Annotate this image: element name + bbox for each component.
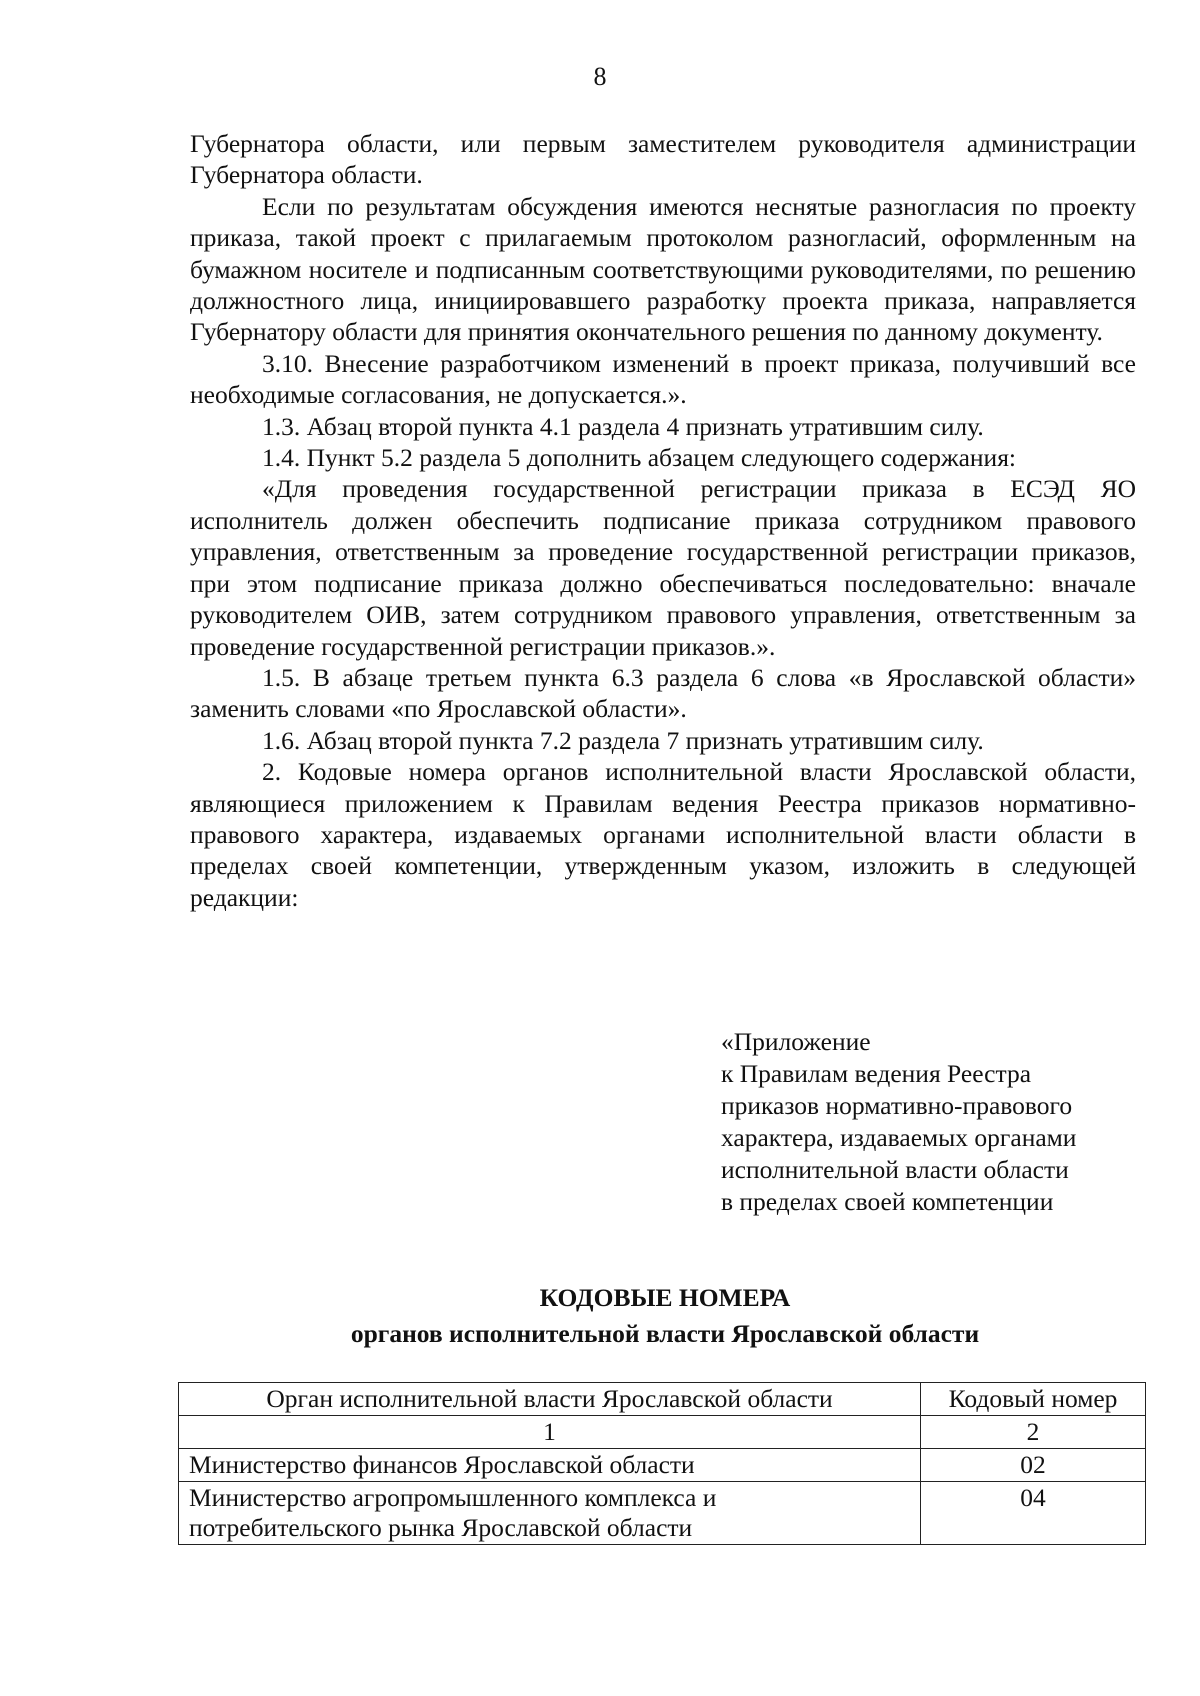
paragraph: 1.5. В абзаце третьем пункта 6.3 раздела 6 слова «в Ярославской области» заменить словами «по Ярославской области». [190,662,1136,724]
org-name-cell: Министерство агропромышленного комплекса и потребительского рынка Ярославской области [179,1482,921,1545]
column-number: 2 [921,1416,1146,1449]
table-row [179,1449,1146,1482]
appendix-line: исполнительной власти области [721,1155,1069,1184]
appendix-line: приказов нормативно-правового [721,1091,1073,1120]
column-header-org: Орган исполнительной власти Ярославской области [179,1383,921,1416]
paragraph: 1.3. Абзац второй пункта 4.1 раздела 4 признать утратившим силу. [262,411,984,441]
codes-table [178,1382,1146,1545]
org-name-cell: Министерство финансов Ярославской области [179,1449,921,1482]
page-number: 8 [593,62,607,91]
appendix-line: в пределах своей компетенции [721,1187,1054,1216]
table-header-row [179,1383,1146,1416]
paragraph: 2. Кодовые номера органов исполнительной власти Ярославской области, являющиеся приложением к Правилам ведения Реестра приказов нормативно-правового характера, издаваемых органами исполнительной власти области в пределах своей компетенции, утвержденным указом, изложить в следующей редакции: [190,757,1136,912]
appendix-line: характера, издаваемых органами [721,1123,1077,1152]
paragraph: Если по результатам обсуждения имеются неснятые разногласия по проекту приказа, такой проект с прилагаемым протоколом разногласий, оформленным на бумажном носителе и подписанным соответствующими руководителями, по решению должностного лица, инициировавшего разработку проекта приказа, направляется Губернатору области для принятия окончательного решения по данному документу. [190,191,1136,347]
table-subtitle: органов исполнительной власти Ярославской области [350,1319,980,1348]
code-cell: 02 [921,1449,1146,1482]
appendix-line: к Правилам ведения Реестра [721,1059,1032,1088]
appendix-note [721,1026,1151,1218]
table-numbering-row [179,1416,1146,1449]
code-cell: 04 [921,1482,1146,1545]
table-row [179,1482,1146,1545]
paragraph: 1.6. Абзац второй пункта 7.2 раздела 7 признать утратившим силу. [262,725,984,755]
column-header-code: Кодовый номер [921,1383,1146,1416]
appendix-line: «Приложение [721,1027,871,1056]
paragraph: 1.4. Пункт 5.2 раздела 5 дополнить абзацем следующего содержания: [262,443,1017,473]
column-number: 1 [179,1416,921,1449]
table-title: КОДОВЫЕ НОМЕРА [539,1283,791,1312]
paragraph: 3.10. Внесение разработчиком изменений в проект приказа, получивший все необходимые согласования, не допускается.». [190,348,1136,410]
document-body [190,128,1136,913]
paragraph: Губернатора области, или первым заместителем руководителя администрации Губернатора области. [190,129,1136,190]
paragraph: «Для проведения государственной регистрации приказа в ЕСЭД ЯО исполнитель должен обеспечить подписание приказа сотрудником правового управления, ответственным за проведение государственной регистрации приказов, при этом подписание приказа должно обеспечиваться последовательно: вначале руководителем ОИВ, затем сотрудником правового управления, ответственным за проведение государственной регистрации приказов.». [190,474,1136,661]
